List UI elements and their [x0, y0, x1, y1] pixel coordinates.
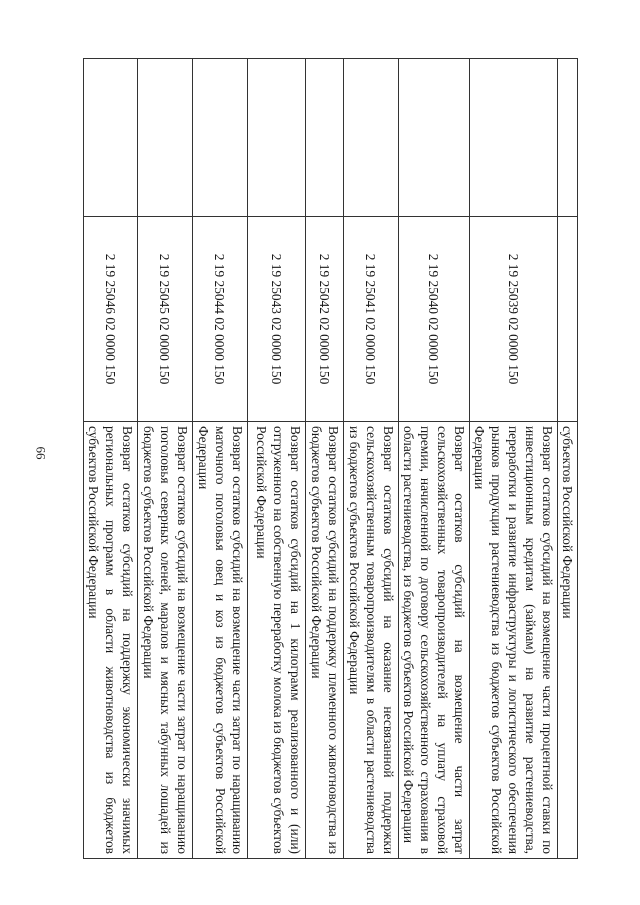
blank-cell [306, 59, 344, 217]
name-cell: Возврат остатков субсидий на поддержку племенного животноводства из бюджетов субъектов Российской Федерации [306, 422, 344, 859]
name-cell: Возврат остатков субсидий на возмещение части затрат сельскохозяйственных товаропроизводителей на уплату страховой премии, начисленной по договору сельскохозяйственного страхования в области растениеводства, из бюджетов субъектов Российской Федерации [399, 422, 470, 859]
blank-cell [558, 59, 578, 217]
name-cell: Возврат остатков субсидий на возмещение части затрат по наращиванию маточного поголовья овец и коз из бюджетов субъектов Российской Федерации [193, 422, 248, 859]
code-cell: 2 19 25042 02 0000 150 [306, 217, 344, 422]
code-cell: 2 19 25041 02 0000 150 [344, 217, 399, 422]
name-cell: Возврат остатков субсидий на поддержку экономически значимых региональных программ в области животноводства из бюджетов субъектов Российской Федерации [84, 422, 138, 859]
name-cell: Возврат остатков субсидий на оказание несвязанной поддержки сельскохозяйственным товаропроизводителям в области растениеводства из бюджетов субъектов Российской Федерации [344, 422, 399, 859]
blank-cell [138, 59, 193, 217]
name-cell: субъектов Российской Федерации [558, 422, 578, 859]
table-row [193, 59, 248, 859]
page-number: 66 [33, 446, 49, 460]
blank-cell [248, 59, 306, 217]
blank-cell [470, 59, 558, 217]
table-row [399, 59, 470, 859]
table-row [344, 59, 399, 859]
blank-cell [84, 59, 138, 217]
code-cell: 2 19 25045 02 0000 150 [138, 217, 193, 422]
code-cell: 2 19 25040 02 0000 150 [399, 217, 470, 422]
table-row [306, 59, 344, 859]
code-cell [558, 217, 578, 422]
code-cell: 2 19 25044 02 0000 150 [193, 217, 248, 422]
table-row [248, 59, 306, 859]
code-cell: 2 19 25043 02 0000 150 [248, 217, 306, 422]
table-row [138, 59, 193, 859]
table-row-continuation [558, 59, 578, 859]
blank-cell [399, 59, 470, 217]
code-cell: 2 19 25039 02 0000 150 [470, 217, 558, 422]
budget-classification-table [83, 58, 578, 859]
code-cell: 2 19 25046 02 0000 150 [84, 217, 138, 422]
name-cell: Возврат остатков субсидий на 1 килограмм реализованного и (или) отгруженного на собственную переработку молока из бюджетов субъектов Российской Федерации [248, 422, 306, 859]
blank-cell [344, 59, 399, 217]
name-cell: Возврат остатков субсидий на возмещение части затрат по наращиванию поголовья северных оленей, маралов и мясных табунных лошадей из бюджетов субъектов Российской Федерации [138, 422, 193, 859]
table-row [470, 59, 558, 859]
table-row [84, 59, 138, 859]
name-cell: Возврат остатков субсидий на возмещение части процентной ставки по инвестиционным кредитам (займам) на развитие растениеводства, переработки и развитие инфраструктуры и логистического обеспечения рынков продукции растениеводства из бюджетов субъектов Российской Федерации [470, 422, 558, 859]
blank-cell [193, 59, 248, 217]
rotated-table-wrapper [88, 58, 578, 858]
